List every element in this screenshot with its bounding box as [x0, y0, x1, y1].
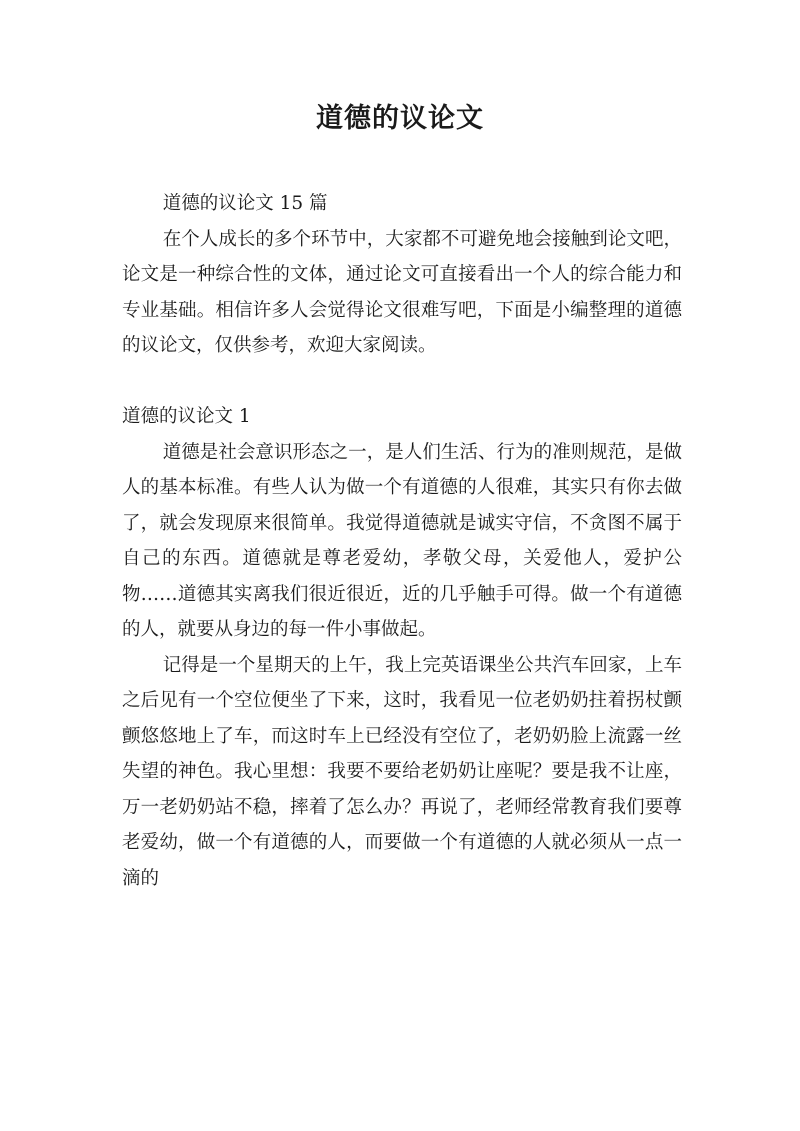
section-heading: 道德的议论文 1 — [122, 406, 251, 427]
body-paragraph-1: 道德是社会意识形态之一，是人们生活、行为的准则规范，是做人的基本标准。有些人认为做一个有道德的人很难，其实只有你去做了，就会发现原来很简单。我觉得道德就是诚实守信，不贪图不属于自己的东西。道德就是尊老爱幼，孝敬父母，关爱他人，爱护公物……道德其实离我们很近很近，近的几乎触手可得。做一个有道德的人，就要从身边的每一件小事做起。 — [122, 441, 682, 640]
intro-paragraph: 在个人成长的多个环节中，大家都不可避免地会接触到论文吧，论文是一种综合性的文体，通过论文可直接看出一个人的综合能力和专业基础。相信许多人会觉得论文很难写吧，下面是小编整理的道德的议论文，仅供参考，欢迎大家阅读。 — [122, 228, 682, 356]
document-body — [122, 186, 682, 896]
body-paragraph-2: 记得是一个星期天的上午，我上完英语课坐公共汽车回家，上车之后见有一个空位便坐了下来，这时，我看见一位老奶奶拄着拐杖颤颤悠悠地上了车，而这时车上已经没有空位了，老奶奶脸上流露一丝失望的神色。我心里想：我要不要给老奶奶让座呢？要是我不让座，万一老奶奶站不稳，摔着了怎么办？再说了，老师经常教育我们要尊老爱幼，做一个有道德的人，而要做一个有道德的人就必须从一点一滴的 — [122, 654, 682, 889]
paragraph-gap — [122, 364, 682, 400]
document-title: 道德的议论文 — [316, 103, 484, 134]
intro-heading: 道德的议论文 15 篇 — [162, 193, 328, 214]
